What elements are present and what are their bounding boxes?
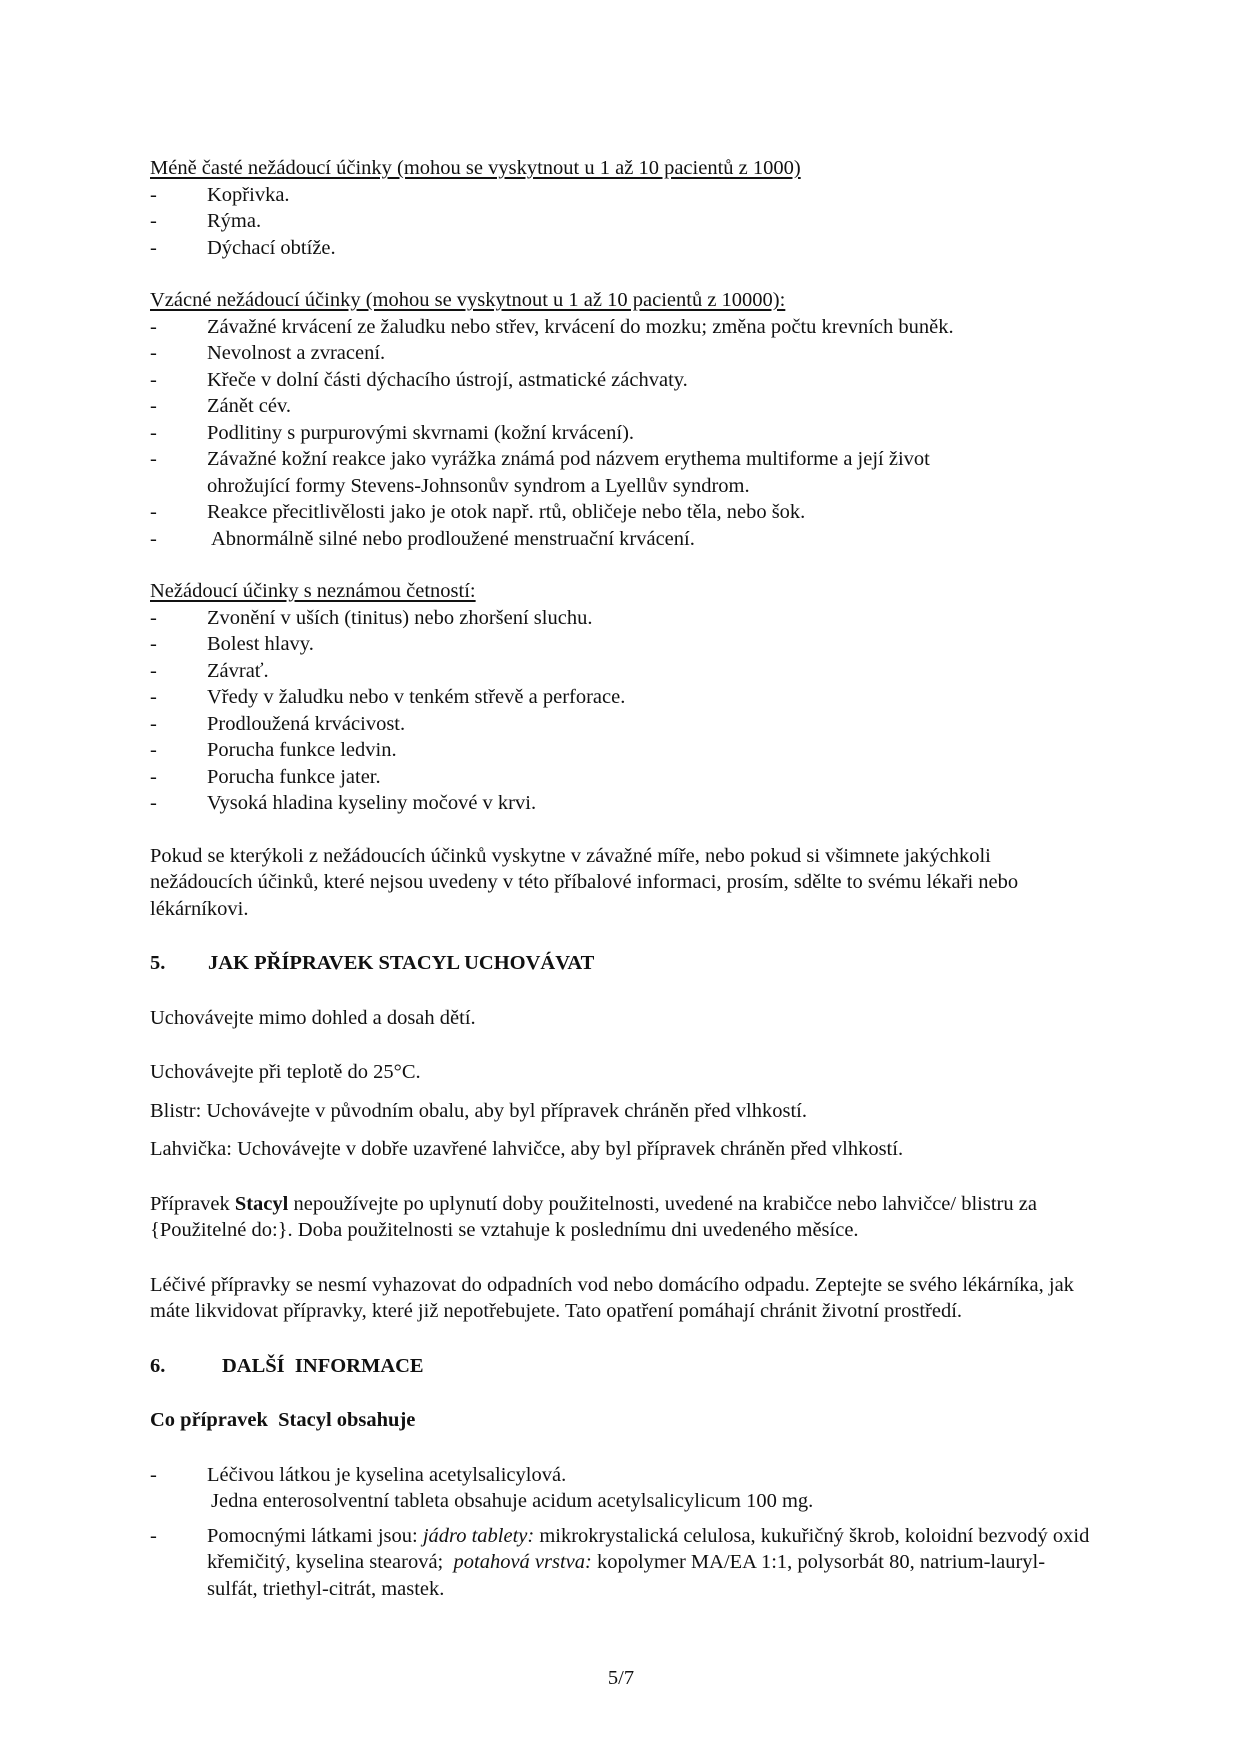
list-item: - Kopřivka. bbox=[150, 182, 1090, 209]
excipients-intro: Pomocnými látkami jsou: bbox=[207, 1524, 423, 1547]
list-item: - Zánět cév. bbox=[150, 393, 1090, 420]
list-item: - Abnormálně silné nebo prodloužené menstruační krvácení. bbox=[150, 526, 1090, 553]
storage-bottle: Lahvička: Uchovávejte v dobře uzavřené lahvičce, aby byl přípravek chráněn před vlhkostí. bbox=[150, 1138, 904, 1160]
product-name: Stacyl bbox=[234, 1192, 289, 1215]
active-substance: - Léčivou látkou je kyselina acetylsalicylová. bbox=[207, 1463, 567, 1486]
list-item: - Závažné kožní reakce jako vyrážka známá pod názvem erythema multiforme a její život ohrožující formy Stevens-Johnsonův syndrom a Lyellův syndrom. bbox=[150, 446, 1090, 499]
storage-temperature: Uchovávejte při teplotě do 25°C. bbox=[150, 1061, 421, 1083]
active-substance-amount: Jedna enterosolventní tableta obsahuje acidum acetylsalicylicum 100 mg. bbox=[211, 1490, 814, 1512]
coating-label: potahová vrstva: bbox=[453, 1551, 592, 1573]
list-item: - Prodloužená krvácivost. bbox=[150, 711, 1090, 738]
rare-effects-list bbox=[150, 314, 1090, 553]
expiry-text-start: Přípravek bbox=[150, 1192, 235, 1215]
composition-subtitle: Co přípravek Stacyl obsahuje bbox=[150, 1409, 416, 1431]
list-item: - Porucha funkce ledvin. bbox=[150, 737, 1090, 764]
list-item: - Rýma. bbox=[150, 208, 1090, 235]
list-item: - Porucha funkce jater. bbox=[150, 764, 1090, 791]
list-item: - Podlitiny s purpurovými skvrnami (kožní krvácení). bbox=[150, 420, 1090, 447]
list-item: - Vysoká hladina kyseliny močové v krvi. bbox=[150, 790, 1090, 817]
tablet-core-excipients: mikrokrystalická celulosa, kukuřičný škrob, koloidní bezvodý oxid křemičitý, kyselina stearová; bbox=[207, 1524, 1095, 1573]
expiry-text-end: nepoužívejte po uplynutí doby použitelnosti, uvedené na krabičce nebo lahvičce/ blistru za {Použitelné do:}. Doba použitelnosti se vztahuje k poslednímu dni uvedeného měsíce. bbox=[150, 1192, 1037, 1241]
expiry-paragraph bbox=[150, 1191, 1090, 1244]
storage-blister: Blistr: Uchovávejte v původním obalu, aby byl přípravek chráněn před vlhkostí. bbox=[150, 1099, 807, 1122]
disposal-paragraph: Léčivé přípravky se nesmí vyhazovat do odpadních vod nebo domácího odpadu. Zeptejte se svého lékárníka, jak máte likvidovat přípravky, které již nepotřebujete. Tato opatření pomáhají chránit životní prostředí. bbox=[150, 1273, 1074, 1322]
rare-effects-heading: Vzácné nežádoucí účinky (mohou se vyskytnout u 1 až 10 pacientů z 10000): bbox=[150, 289, 786, 311]
tablet-core-label: jádro tablety: bbox=[422, 1524, 535, 1547]
composition-list bbox=[150, 1462, 1095, 1603]
list-item: - Závažné krvácení ze žaludku nebo střev, krvácení do mozku; změna počtu krevních buněk. bbox=[150, 314, 1090, 341]
uncommon-effects-list bbox=[150, 182, 1090, 262]
list-item: - Křeče v dolní části dýchacího ústrojí, astmatické záchvaty. bbox=[150, 367, 1090, 394]
section-5-number: 5. bbox=[150, 952, 166, 974]
page-number: 5/7 bbox=[607, 1667, 635, 1689]
section-6-title-text: DALŠÍ INFORMACE bbox=[222, 1354, 424, 1377]
list-item: - Dýchací obtíže. bbox=[150, 235, 1090, 262]
list-item: - Nevolnost a zvracení. bbox=[150, 340, 1090, 367]
storage-children: Uchovávejte mimo dohled a dosah dětí. bbox=[150, 1006, 476, 1029]
section-6-title bbox=[150, 1353, 1090, 1380]
list-item: - Závrať. bbox=[150, 658, 1090, 685]
unknown-frequency-list bbox=[150, 605, 1090, 817]
list-item: - Reakce přecitlivělosti jako je otok např. rtů, obličeje nebo těla, nebo šok. bbox=[150, 499, 1090, 526]
list-item bbox=[150, 1462, 1090, 1515]
uncommon-effects-heading: Méně časté nežádoucí účinky (mohou se vyskytnout u 1 až 10 pacientů z 1000) bbox=[150, 157, 801, 179]
list-item bbox=[150, 1523, 1095, 1603]
list-item: - Zvonění v uších (tinitus) nebo zhoršení sluchu. bbox=[150, 605, 1090, 632]
list-item: - Vředy v žaludku nebo v tenkém střevě a perforace. bbox=[150, 684, 1090, 711]
section-5-title-text: JAK PŘÍPRAVEK STACYL UCHOVÁVAT bbox=[208, 952, 595, 974]
section-5-title bbox=[150, 950, 1090, 977]
report-paragraph: Pokud se kterýkoli z nežádoucích účinků vyskytne v závažné míře, nebo pokud si všimnete jakýchkoli nežádoucích účinků, které nejsou uvedeny v této příbalové informaci, prosím, sdělte to svému lékaři nebo lékárníkovi. bbox=[150, 844, 1019, 920]
coating-excipients: kopolymer MA/EA 1:1, polysorbát 80, natrium-lauryl-sulfát, triethyl-citrát, mastek. bbox=[207, 1551, 1046, 1600]
unknown-frequency-heading: Nežádoucí účinky s neznámou četností: bbox=[150, 580, 476, 602]
section-6-number: 6. bbox=[150, 1354, 166, 1377]
page-content bbox=[150, 155, 1095, 1602]
list-item: - Bolest hlavy. bbox=[150, 631, 1090, 658]
